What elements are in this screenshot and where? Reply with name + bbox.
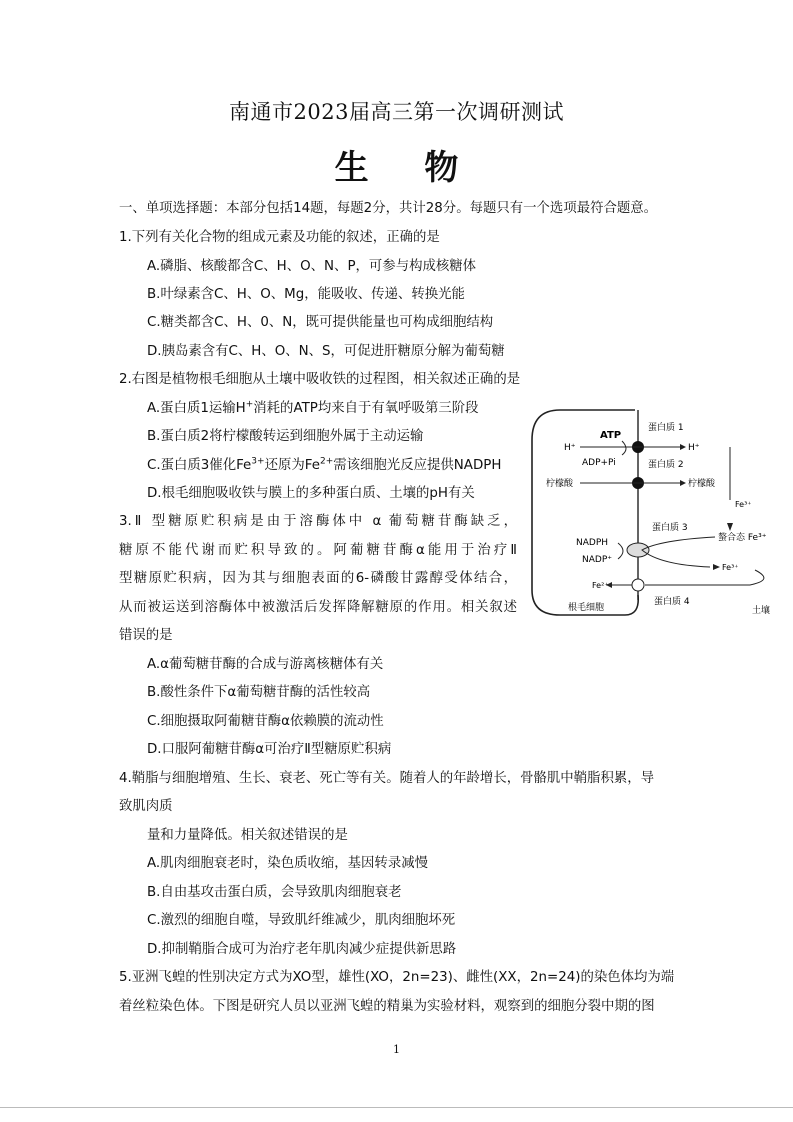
q3-stem-line2: 糖原不能代谢而贮积导致的。阿葡糖苷酶α能用于治疗Ⅱ bbox=[119, 543, 517, 558]
q5-stem-line2: 着丝粒染色体。下图是研究人员以亚洲飞蝗的精巢为实验材料，观察到的细胞分裂中期的图 bbox=[119, 999, 655, 1014]
atp-arrow bbox=[622, 441, 626, 455]
q1-option-b: B.叶绿素含C、H、O、Mg，能吸收、传递、转换光能 bbox=[147, 287, 465, 302]
chelate-arrowhead bbox=[727, 523, 733, 531]
q1-stem: 1.下列有关化合物的组成元素及功能的叙述，正确的是 bbox=[119, 230, 440, 245]
nadp-label: NADP⁺ bbox=[582, 555, 612, 565]
nadph-arrow bbox=[618, 543, 623, 559]
citrate-arrowhead bbox=[680, 480, 686, 486]
fe3-mid-label: Fe³⁺ bbox=[722, 563, 739, 572]
q2-option-c: C.蛋白质3催化$Fe^{3+}$还原为$Fe^{2+}$需该细胞光反应提供NADPH bbox=[147, 456, 502, 473]
protein4-marker bbox=[632, 579, 644, 591]
q3-option-c: C.细胞摄取阿葡糖苷酶α依赖膜的流动性 bbox=[147, 714, 384, 729]
q2-option-d: D.根毛细胞吸收铁与膜上的多种蛋白质、土壤的pH有关 bbox=[147, 486, 475, 501]
q5-stem-line1: 5.亚洲飞蝗的性别决定方式为XO型，雄性(XO，2n=23)、雌性(XX，2n=24)的染色体均为端 bbox=[119, 970, 675, 985]
q4-option-a: A.肌肉细胞衰老时，染色质收缩，基因转录减慢 bbox=[147, 856, 428, 871]
section-heading: 一、单项选择题：本部分包括14题，每题2分，共计28分。每题只有一个选项最符合题意。 bbox=[119, 201, 658, 216]
page-number: 1 bbox=[393, 1043, 400, 1056]
q3-stem-line3: 型糖原贮积病，因为其与细胞表面的6-磷酸甘露醇受体结合， bbox=[119, 571, 517, 586]
q4-option-b: B.自由基攻击蛋白质，会导致肌肉细胞衰老 bbox=[147, 885, 402, 900]
page-bottom-divider bbox=[0, 1107, 793, 1108]
q4-stem-line3: 量和力量降低。相关叙述错误的是 bbox=[147, 828, 348, 843]
protein2-label: 蛋白质 2 bbox=[648, 460, 684, 470]
q3-stem-line4: 从而被运送到溶酶体中被激活后发挥降解糖原的作用。相关叙述 bbox=[119, 600, 517, 615]
exam-title: 南通市2023届高三第一次调研测试 bbox=[229, 100, 564, 124]
q4-option-d: D.抑制鞘脂合成可为治疗老年肌肉减少症提供新思路 bbox=[147, 942, 457, 957]
q1-option-a: A.磷脂、核酸都含C、H、O、N、P，可参与构成核糖体 bbox=[147, 259, 477, 274]
citrate-right-label: 柠檬酸 bbox=[688, 479, 716, 489]
q3-stem-line1: 3.Ⅱ 型糖原贮积病是由于溶酶体中 α 葡萄糖苷酶缺乏， bbox=[119, 514, 517, 529]
nadph-label: NADPH bbox=[576, 538, 609, 548]
h-right-label: H⁺ bbox=[688, 443, 700, 453]
fe-reduction-curve bbox=[642, 537, 715, 567]
q3-option-a: A.α葡萄糖苷酶的合成与游离核糖体有关 bbox=[147, 657, 384, 672]
soil-label: 土壤 bbox=[752, 606, 771, 616]
q3-option-b: B.酸性条件下α葡萄糖苷酶的活性较高 bbox=[147, 685, 371, 700]
h-left-label: H⁺ bbox=[564, 443, 576, 453]
protein1-label: 蛋白质 1 bbox=[648, 423, 684, 433]
citrate-left-label: 柠檬酸 bbox=[546, 479, 574, 489]
fe2-label: Fe²⁺ bbox=[592, 581, 609, 590]
fe-return-curve bbox=[645, 570, 764, 585]
q4-option-c: C.激烈的细胞自噬，导致肌纤维减少，肌肉细胞坏死 bbox=[147, 913, 456, 928]
adp-label: ADP+Pi bbox=[582, 458, 616, 468]
fe3-mid-arrowhead bbox=[713, 564, 720, 570]
q4-stem-line1: 4.鞘脂与细胞增殖、生长、衰老、死亡等有关。随着人的年龄增长，骨骼肌中鞘脂积累，导 bbox=[119, 771, 655, 786]
q2-stem: 2.右图是植物根毛细胞从土壤中吸收铁的过程图，相关叙述正确的是 bbox=[119, 372, 521, 387]
protein4-label: 蛋白质 4 bbox=[654, 597, 690, 607]
fe3-top-label: Fe³⁺ bbox=[735, 500, 752, 509]
q1-option-d: D.胰岛素含有C、H、O、N、S，可促进肝糖原分解为葡萄糖 bbox=[147, 344, 505, 359]
cell-label: 根毛细胞 bbox=[568, 603, 605, 613]
subject-title: 生 物 bbox=[334, 148, 481, 188]
q2-option-b: B.蛋白质2将柠檬酸转运到细胞外属于主动运输 bbox=[147, 429, 424, 444]
protein3-marker bbox=[627, 543, 649, 557]
q3-stem-line5: 错误的是 bbox=[119, 628, 173, 643]
iron-uptake-diagram bbox=[530, 405, 790, 625]
q1-option-c: C.糖类都含C、H、0、N，既可提供能量也可构成细胞结构 bbox=[147, 315, 494, 330]
atp-label: ATP bbox=[600, 430, 622, 441]
chelate-label: 螯合态 Fe³⁺ bbox=[718, 533, 767, 543]
q3-option-d: D.口服阿葡糖苷酶α可治疗Ⅱ型糖原贮积病 bbox=[147, 742, 392, 757]
protein3-label: 蛋白质 3 bbox=[652, 523, 688, 533]
q2-option-a: A.蛋白质1运输H+消耗的ATP均来自于有氧呼吸第三阶段 bbox=[147, 399, 479, 416]
h-arrowhead bbox=[680, 444, 686, 450]
q4-stem-line2: 致肌肉质 bbox=[119, 799, 173, 814]
